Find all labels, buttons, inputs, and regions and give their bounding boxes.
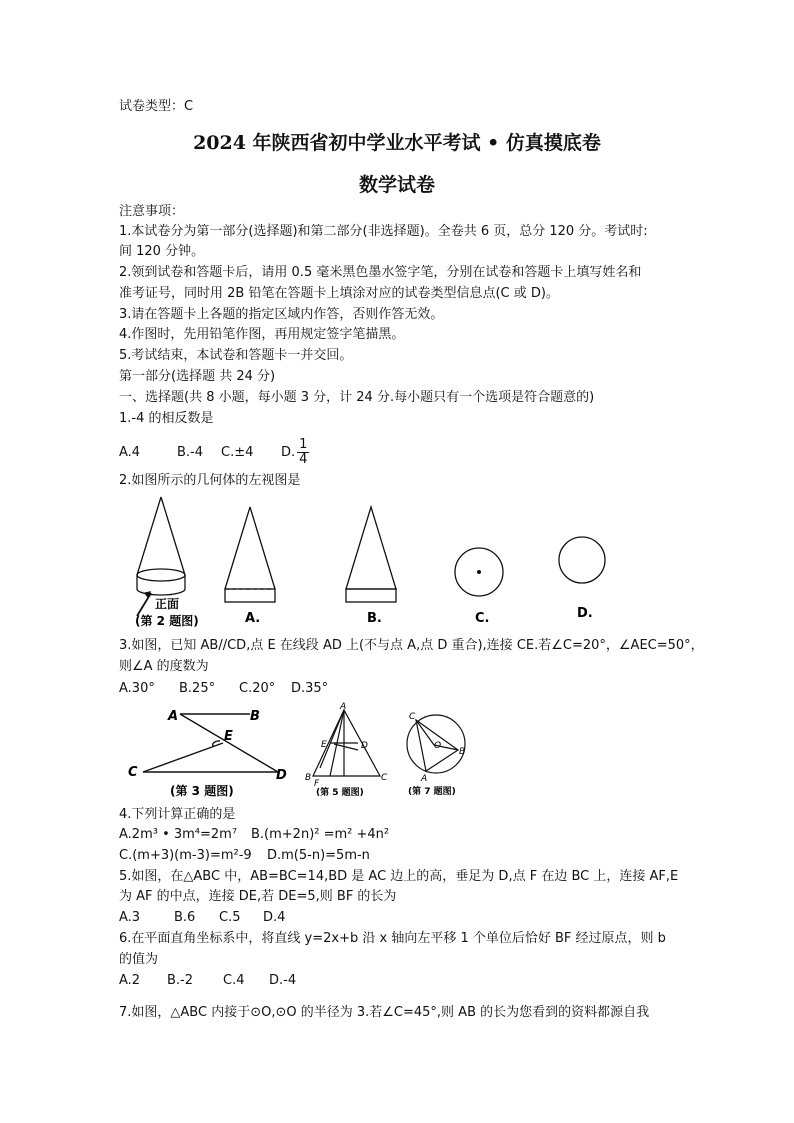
q2-figure	[115, 492, 615, 627]
q1-option-c: C.±4	[221, 445, 254, 460]
notes-line: 4.作图时，先用铅笔作图，再用规定签字笔描黑。	[119, 327, 405, 342]
front-label: 正面	[155, 597, 180, 611]
q2-option-b: B.	[367, 611, 382, 626]
q1-stem: 1.-4 的相反数是	[119, 411, 214, 426]
q4-option-b: B.(m+2n)² =m² +4n²	[251, 827, 390, 842]
q7-line1: 7.如图，△ABC 内接于⊙O,⊙O 的半径为 3.若∠C=45°,则 AB 的长为您看到的资料都源自我	[119, 1005, 650, 1020]
q3-option-c: C.20°	[239, 681, 276, 696]
notes-line: 准考证号，同时用 2B 铅笔在答题卡上填涂对应的试卷类型信息点(C 或 D)。	[119, 286, 559, 301]
q5-option-b: B.6	[174, 910, 196, 925]
q3-option-a: A.30°	[119, 681, 155, 696]
q3-option-d: D.35°	[291, 681, 329, 696]
label-d: D	[276, 768, 287, 783]
label-b: B	[459, 747, 466, 757]
q6-option-a: A.2	[119, 973, 141, 988]
q6-option-b: B.-2	[167, 973, 194, 988]
q2-option-b-view	[346, 507, 396, 602]
q1-option-a: A.4	[119, 445, 141, 460]
q4-option-d: D.m(5-n)=5m-n	[267, 848, 370, 863]
label-d: D	[361, 741, 368, 751]
q7-figure	[400, 700, 480, 800]
q2-option-d: D.	[577, 606, 593, 621]
q3-stem-line1: 3.如图，已知 AB//CD,点 E 在线段 AD 上(不与点 A,点 D 重合),连接 CE.若∠C=20°，∠AEC=50°，	[119, 638, 704, 653]
label-e: E	[224, 729, 233, 744]
exam-subtitle: 数学试卷	[358, 174, 435, 196]
q4-stem: 4.下列计算正确的是	[119, 807, 236, 822]
q4-options-row2	[119, 847, 370, 865]
paper-type: 试卷类型：C	[119, 99, 194, 114]
notes-heading: 注意事项：	[119, 204, 185, 219]
q6-options	[119, 972, 296, 990]
fraction-numerator: 1	[299, 437, 308, 452]
q6-option-c: C.4	[223, 973, 245, 988]
notes-line: 2.领到试卷和答题卡后，请用 0.5 毫米黑色墨水签字笔，分别在试卷和答题卡上填写姓名和	[119, 265, 642, 280]
label-b: B	[305, 773, 312, 783]
label-a: A	[340, 702, 347, 712]
notes-line: 间 120 分钟。	[119, 244, 205, 259]
q2-option-a-view	[225, 507, 275, 602]
q4-options-row1	[119, 826, 389, 844]
q6-line2: 的值为	[119, 952, 159, 967]
q4-option-c: C.(m+3)(m-3)=m²-9	[119, 848, 252, 863]
q5-caption: (第 5 题图)	[316, 788, 364, 798]
q5-line1: 5.如图，在△ABC 中，AB=BC=14,BD 是 AC 边上的高，垂足为 D,点 F 在边 BC 上，连接 AF,E	[119, 869, 679, 884]
label-b: B	[250, 709, 260, 724]
label-e: E	[321, 740, 327, 750]
q7-caption: (第 7 题图)	[408, 787, 456, 797]
notes-line: 5.考试结束，本试卷和答题卡一并交回。	[119, 348, 353, 363]
label-c: C	[381, 773, 388, 783]
q6-line1: 6.在平面直角坐标系中，将直线 y=2x+b 沿 x 轴向左平移 1 个单位后恰好 BF 经过原点，则 b	[119, 931, 666, 946]
q5-option-a: A.3	[119, 910, 141, 925]
q2-option-d-view	[559, 537, 605, 583]
q5-figure	[298, 700, 398, 800]
label-c: C	[128, 765, 138, 780]
q1-options	[119, 438, 309, 467]
q3-option-b: B.25°	[179, 681, 216, 696]
label-a: A	[168, 709, 179, 724]
q2-caption: (第 2 题图)	[135, 614, 199, 627]
q2-option-a: A.	[245, 611, 261, 626]
q5-option-c: C.5	[219, 910, 241, 925]
label-f: F	[314, 779, 320, 789]
notes-line: 1.本试卷分为第一部分(选择题)和第二部分(非选择题)。全卷共 6 页，总分 120 分。考试时:	[119, 224, 648, 239]
q3-stem-line2: 则∠A 的度数为	[119, 659, 209, 674]
label-o: O	[434, 741, 442, 751]
q3-caption: (第 3 题图)	[170, 784, 234, 798]
exam-title: 2024 年陕西省初中学业水平考试 • 仿真摸底卷	[193, 132, 601, 154]
q3-options	[119, 680, 328, 698]
q5-line2: 为 AF 的中点，连接 DE,若 DE=5,则 BF 的长为	[119, 889, 397, 904]
q1-option-d-fraction	[297, 438, 309, 467]
q1-option-b: B.-4	[177, 445, 204, 460]
q5-options	[119, 909, 285, 927]
q1-option-d: D.	[281, 445, 296, 460]
q2-option-c: C.	[475, 611, 490, 626]
q6-option-d: D.-4	[269, 973, 297, 988]
q4-option-a: A.2m³ • 3m⁴=2m⁷	[119, 827, 238, 842]
label-c: C	[409, 712, 416, 722]
q2-stem: 2.如图所示的几何体的左视图是	[119, 473, 301, 488]
q5-option-d: D.4	[263, 910, 286, 925]
section-heading: 一、选择题(共 8 小题，每小题 3 分，计 24 分.每小题只有一个选项是符合题意的)	[119, 390, 595, 405]
part1-heading: 第一部分(选择题 共 24 分)	[119, 369, 276, 384]
fraction-denominator: 4	[299, 452, 308, 467]
notes-line: 3.请在答题卡上各题的指定区域内作答，否则作答无效。	[119, 307, 444, 322]
label-a: A	[421, 774, 428, 784]
q2-option-c-view	[455, 548, 503, 596]
